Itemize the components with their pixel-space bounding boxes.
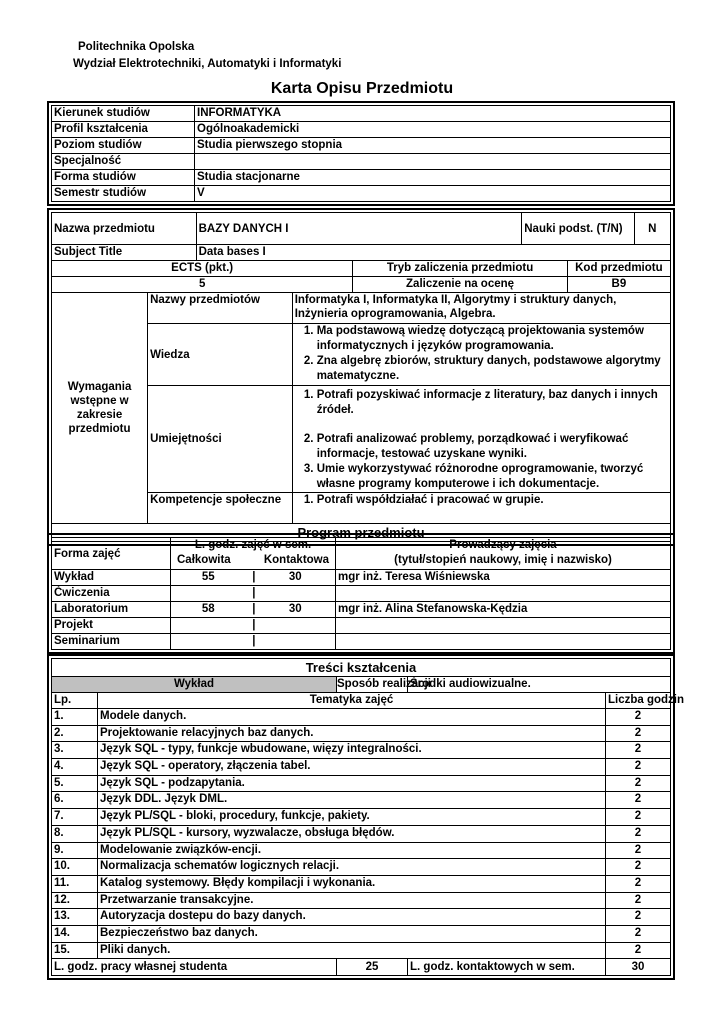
topic-hours: 2 bbox=[606, 792, 671, 809]
program-form: Laboratorium bbox=[52, 602, 171, 618]
info-value: Studia stacjonarne bbox=[195, 170, 671, 186]
topic-row bbox=[52, 842, 671, 859]
program-contact bbox=[256, 586, 336, 602]
topic-text: Przetwarzanie transakcyjne. bbox=[98, 892, 606, 909]
program-form: Projekt bbox=[52, 618, 171, 634]
basic-sciences-label: Nauki podst. (T/N) bbox=[522, 213, 634, 245]
info-label: Semestr studiów bbox=[52, 186, 195, 202]
topic-row bbox=[52, 909, 671, 926]
topic-text: Projektowanie relacyjnych baz danych. bbox=[98, 725, 606, 742]
topic-hours: 2 bbox=[606, 775, 671, 792]
program-form: Seminarium bbox=[52, 634, 171, 650]
contact-label: Kontaktowa bbox=[263, 554, 330, 566]
topic-lp: 7. bbox=[52, 809, 98, 826]
method-value: Środki audiowizualne. bbox=[408, 677, 671, 693]
topic-row bbox=[52, 809, 671, 826]
program-total bbox=[171, 586, 246, 600]
topic-label: Tematyka zajęć bbox=[98, 693, 606, 709]
topic-hours: 2 bbox=[606, 875, 671, 892]
topic-lp: 11. bbox=[52, 875, 98, 892]
program-form: Wykład bbox=[52, 570, 171, 586]
topic-row bbox=[52, 942, 671, 959]
program-sep: | bbox=[252, 587, 256, 599]
program-row bbox=[52, 586, 671, 602]
ects-value: 5 bbox=[52, 277, 353, 293]
program-sep: | bbox=[252, 603, 256, 615]
info-label: Specjalność bbox=[52, 154, 195, 170]
topic-hours: 2 bbox=[606, 892, 671, 909]
program-title: Program przedmiotu bbox=[52, 524, 671, 542]
topic-lp: 1. bbox=[52, 709, 98, 726]
info-label: Poziom studiów bbox=[52, 138, 195, 154]
topic-row bbox=[52, 825, 671, 842]
program-total-cell bbox=[171, 570, 256, 586]
topic-text: Autoryzacja dostepu do bazy danych. bbox=[98, 909, 606, 926]
hours-label: L. godz. zajęć w sem. bbox=[194, 539, 312, 551]
info-value: Ogólnoakademicki bbox=[195, 122, 671, 138]
topic-row bbox=[52, 725, 671, 742]
skills-label: Umiejętności bbox=[148, 386, 293, 493]
topic-hours: 2 bbox=[606, 842, 671, 859]
topic-lp: 4. bbox=[52, 759, 98, 776]
topic-row bbox=[52, 892, 671, 909]
program-table bbox=[47, 533, 675, 654]
content-table bbox=[47, 654, 685, 980]
topic-hours: 2 bbox=[606, 942, 671, 959]
topic-hours: 2 bbox=[606, 859, 671, 876]
subject-table bbox=[47, 208, 675, 546]
info-label: Kierunek studiów bbox=[52, 106, 195, 122]
topic-lp: 8. bbox=[52, 825, 98, 842]
basic-sciences-value: N bbox=[634, 213, 670, 245]
faculty-name: Wydział Elektrotechniki, Automatyki i Informatyki bbox=[73, 58, 342, 70]
knowledge-item: 2. Zna algebrę zbiorów, struktury danych, podstawowe algorytmy matematyczne. bbox=[317, 354, 668, 384]
skill-item: 2. Potrafi analizować problemy, porządkować i weryfikować informacje, testować uzyskane wyniki. bbox=[317, 432, 668, 462]
topic-row bbox=[52, 759, 671, 776]
program-total: 58 bbox=[201, 603, 215, 615]
subject-name: BAZY DANYCH I bbox=[196, 213, 522, 245]
own-work-label: L. godz. pracy własnej studenta bbox=[52, 959, 337, 976]
program-teacher bbox=[336, 618, 671, 634]
info-value: V bbox=[195, 186, 671, 202]
contact-hours-value: 30 bbox=[606, 959, 671, 976]
program-total-cell bbox=[171, 602, 256, 618]
hours-col-label: Liczba godzin bbox=[606, 693, 671, 709]
topic-lp: 13. bbox=[52, 909, 98, 926]
info-label: Profil kształcenia bbox=[52, 122, 195, 138]
topic-row bbox=[52, 792, 671, 809]
program-total-cell bbox=[171, 618, 256, 634]
topic-row bbox=[52, 775, 671, 792]
program-contact: 30 bbox=[256, 570, 336, 586]
topic-text: Normalizacja schematów logicznych relacji. bbox=[98, 859, 606, 876]
topic-lp: 14. bbox=[52, 925, 98, 942]
program-contact bbox=[256, 634, 336, 650]
topic-hours: 2 bbox=[606, 725, 671, 742]
info-value: Studia pierwszego stopnia bbox=[195, 138, 671, 154]
topic-row bbox=[52, 709, 671, 726]
ects-label: ECTS (pkt.) bbox=[52, 261, 353, 277]
lp-label: Lp. bbox=[52, 693, 98, 709]
topic-lp: 9. bbox=[52, 842, 98, 859]
info-value: INFORMATYKA bbox=[195, 106, 671, 122]
page-title: Karta Opisu Przedmiotu bbox=[270, 80, 454, 97]
social-label: Kompetencje społeczne bbox=[148, 493, 293, 524]
topic-row bbox=[52, 925, 671, 942]
knowledge-item: 1. Ma podstawową wiedzę dotyczącą projektowania systemów informatycznych i języków programowania. bbox=[317, 324, 668, 354]
topic-lp: 10. bbox=[52, 859, 98, 876]
topic-text: Język SQL - typy, funkcje wbudowane, więzy integralności. bbox=[98, 742, 606, 759]
program-total: 55 bbox=[201, 571, 215, 583]
topic-lp: 3. bbox=[52, 742, 98, 759]
teacher-sub: (tytuł/stopień naukowy, imię i nazwisko) bbox=[394, 554, 612, 566]
program-total-cell bbox=[171, 586, 256, 602]
skills-list bbox=[295, 388, 668, 492]
program-total bbox=[171, 618, 246, 632]
topic-text: Język SQL - operatory, złączenia tabel. bbox=[98, 759, 606, 776]
university-name: Politechnika Opolska bbox=[78, 41, 195, 53]
program-teacher bbox=[336, 634, 671, 650]
social-item: 1. Potrafi współdziałać i pracować w grupie. bbox=[317, 493, 668, 508]
program-row bbox=[52, 570, 671, 586]
subject-name-label: Nazwa przedmiotu bbox=[52, 213, 197, 245]
topic-text: Bezpieczeństwo baz danych. bbox=[98, 925, 606, 942]
contact-hours-label: L. godz. kontaktowych w sem. bbox=[408, 959, 606, 976]
program-contact: 30 bbox=[256, 602, 336, 618]
topic-text: Katalog systemowy. Błędy kompilacji i wykonania. bbox=[98, 875, 606, 892]
skill-item: 3. Umie wykorzystywać różnorodne oprogramowanie, tworzyć własne programy komputerowe i ich dokumentacje. bbox=[317, 462, 668, 492]
own-work-value: 25 bbox=[337, 959, 408, 976]
subject-title-label: Subject Title bbox=[52, 245, 197, 261]
code-label: Kod przedmiotu bbox=[567, 261, 670, 277]
prereq-names-label: Nazwy przedmiotów bbox=[148, 293, 293, 324]
program-teacher: mgr inż. Teresa Wiśniewska bbox=[336, 570, 671, 586]
knowledge-list bbox=[295, 324, 668, 384]
study-info-table bbox=[47, 101, 675, 206]
topic-text: Pliki danych. bbox=[98, 942, 606, 959]
mode-value: Zaliczenie na ocenę bbox=[353, 277, 567, 293]
program-sep: | bbox=[252, 619, 256, 631]
total-label: Całkowita bbox=[177, 554, 231, 566]
program-row bbox=[52, 602, 671, 618]
teacher-label: Prowadzący zajęcia bbox=[449, 539, 557, 551]
topic-lp: 5. bbox=[52, 775, 98, 792]
topic-hours: 2 bbox=[606, 825, 671, 842]
program-form: Ćwiczenia bbox=[52, 586, 171, 602]
method-label: Sposób realizacji bbox=[337, 677, 408, 693]
prereq-names: Informatyka I, Informatyka II, Algorytmy i struktury danych, Inżynieria oprogramowania, Algebra. bbox=[292, 293, 670, 324]
subject-title-en: Data bases I bbox=[196, 245, 670, 261]
content-title: Treści kształcenia bbox=[52, 659, 671, 677]
topic-text: Język SQL - podzapytania. bbox=[98, 775, 606, 792]
topic-lp: 2. bbox=[52, 725, 98, 742]
topic-hours: 2 bbox=[606, 709, 671, 726]
form-label: Forma zajęć bbox=[52, 538, 171, 570]
lecture-label: Wykład bbox=[52, 677, 337, 693]
topic-lp: 6. bbox=[52, 792, 98, 809]
info-value bbox=[195, 154, 671, 170]
topic-hours: 2 bbox=[606, 909, 671, 926]
topic-lp: 12. bbox=[52, 892, 98, 909]
skill-item: 1. Potrafi pozyskiwać informacje z literatury, baz danych i innych źródeł. bbox=[317, 388, 668, 418]
topic-hours: 2 bbox=[606, 809, 671, 826]
topic-hours: 2 bbox=[606, 742, 671, 759]
prereq-label: Wymagania wstępne w zakresie przedmiotu bbox=[52, 293, 148, 524]
topic-text: Język DDL. Język DML. bbox=[98, 792, 606, 809]
topic-lp: 15. bbox=[52, 942, 98, 959]
program-total-cell bbox=[171, 634, 256, 650]
topic-row bbox=[52, 875, 671, 892]
program-total bbox=[171, 634, 246, 648]
topic-text: Modele danych. bbox=[98, 709, 606, 726]
program-teacher: mgr inż. Alina Stefanowska-Kędzia bbox=[336, 602, 671, 618]
knowledge-label: Wiedza bbox=[148, 324, 293, 386]
program-row bbox=[52, 634, 671, 650]
mode-label: Tryb zaliczenia przedmiotu bbox=[353, 261, 567, 277]
topic-text: Język PL/SQL - bloki, procedury, funkcje, pakiety. bbox=[98, 809, 606, 826]
code-value: B9 bbox=[567, 277, 670, 293]
program-row bbox=[52, 618, 671, 634]
topic-hours: 2 bbox=[606, 759, 671, 776]
program-sep: | bbox=[252, 635, 256, 647]
program-sep: | bbox=[252, 571, 256, 583]
topic-text: Modelowanie związków-encji. bbox=[98, 842, 606, 859]
social-list bbox=[295, 493, 668, 508]
topic-row bbox=[52, 742, 671, 759]
topic-text: Język PL/SQL - kursory, wyzwalacze, obsługa błędów. bbox=[98, 825, 606, 842]
info-label: Forma studiów bbox=[52, 170, 195, 186]
program-teacher bbox=[336, 586, 671, 602]
topic-row bbox=[52, 859, 671, 876]
topic-hours: 2 bbox=[606, 925, 671, 942]
program-contact bbox=[256, 618, 336, 634]
